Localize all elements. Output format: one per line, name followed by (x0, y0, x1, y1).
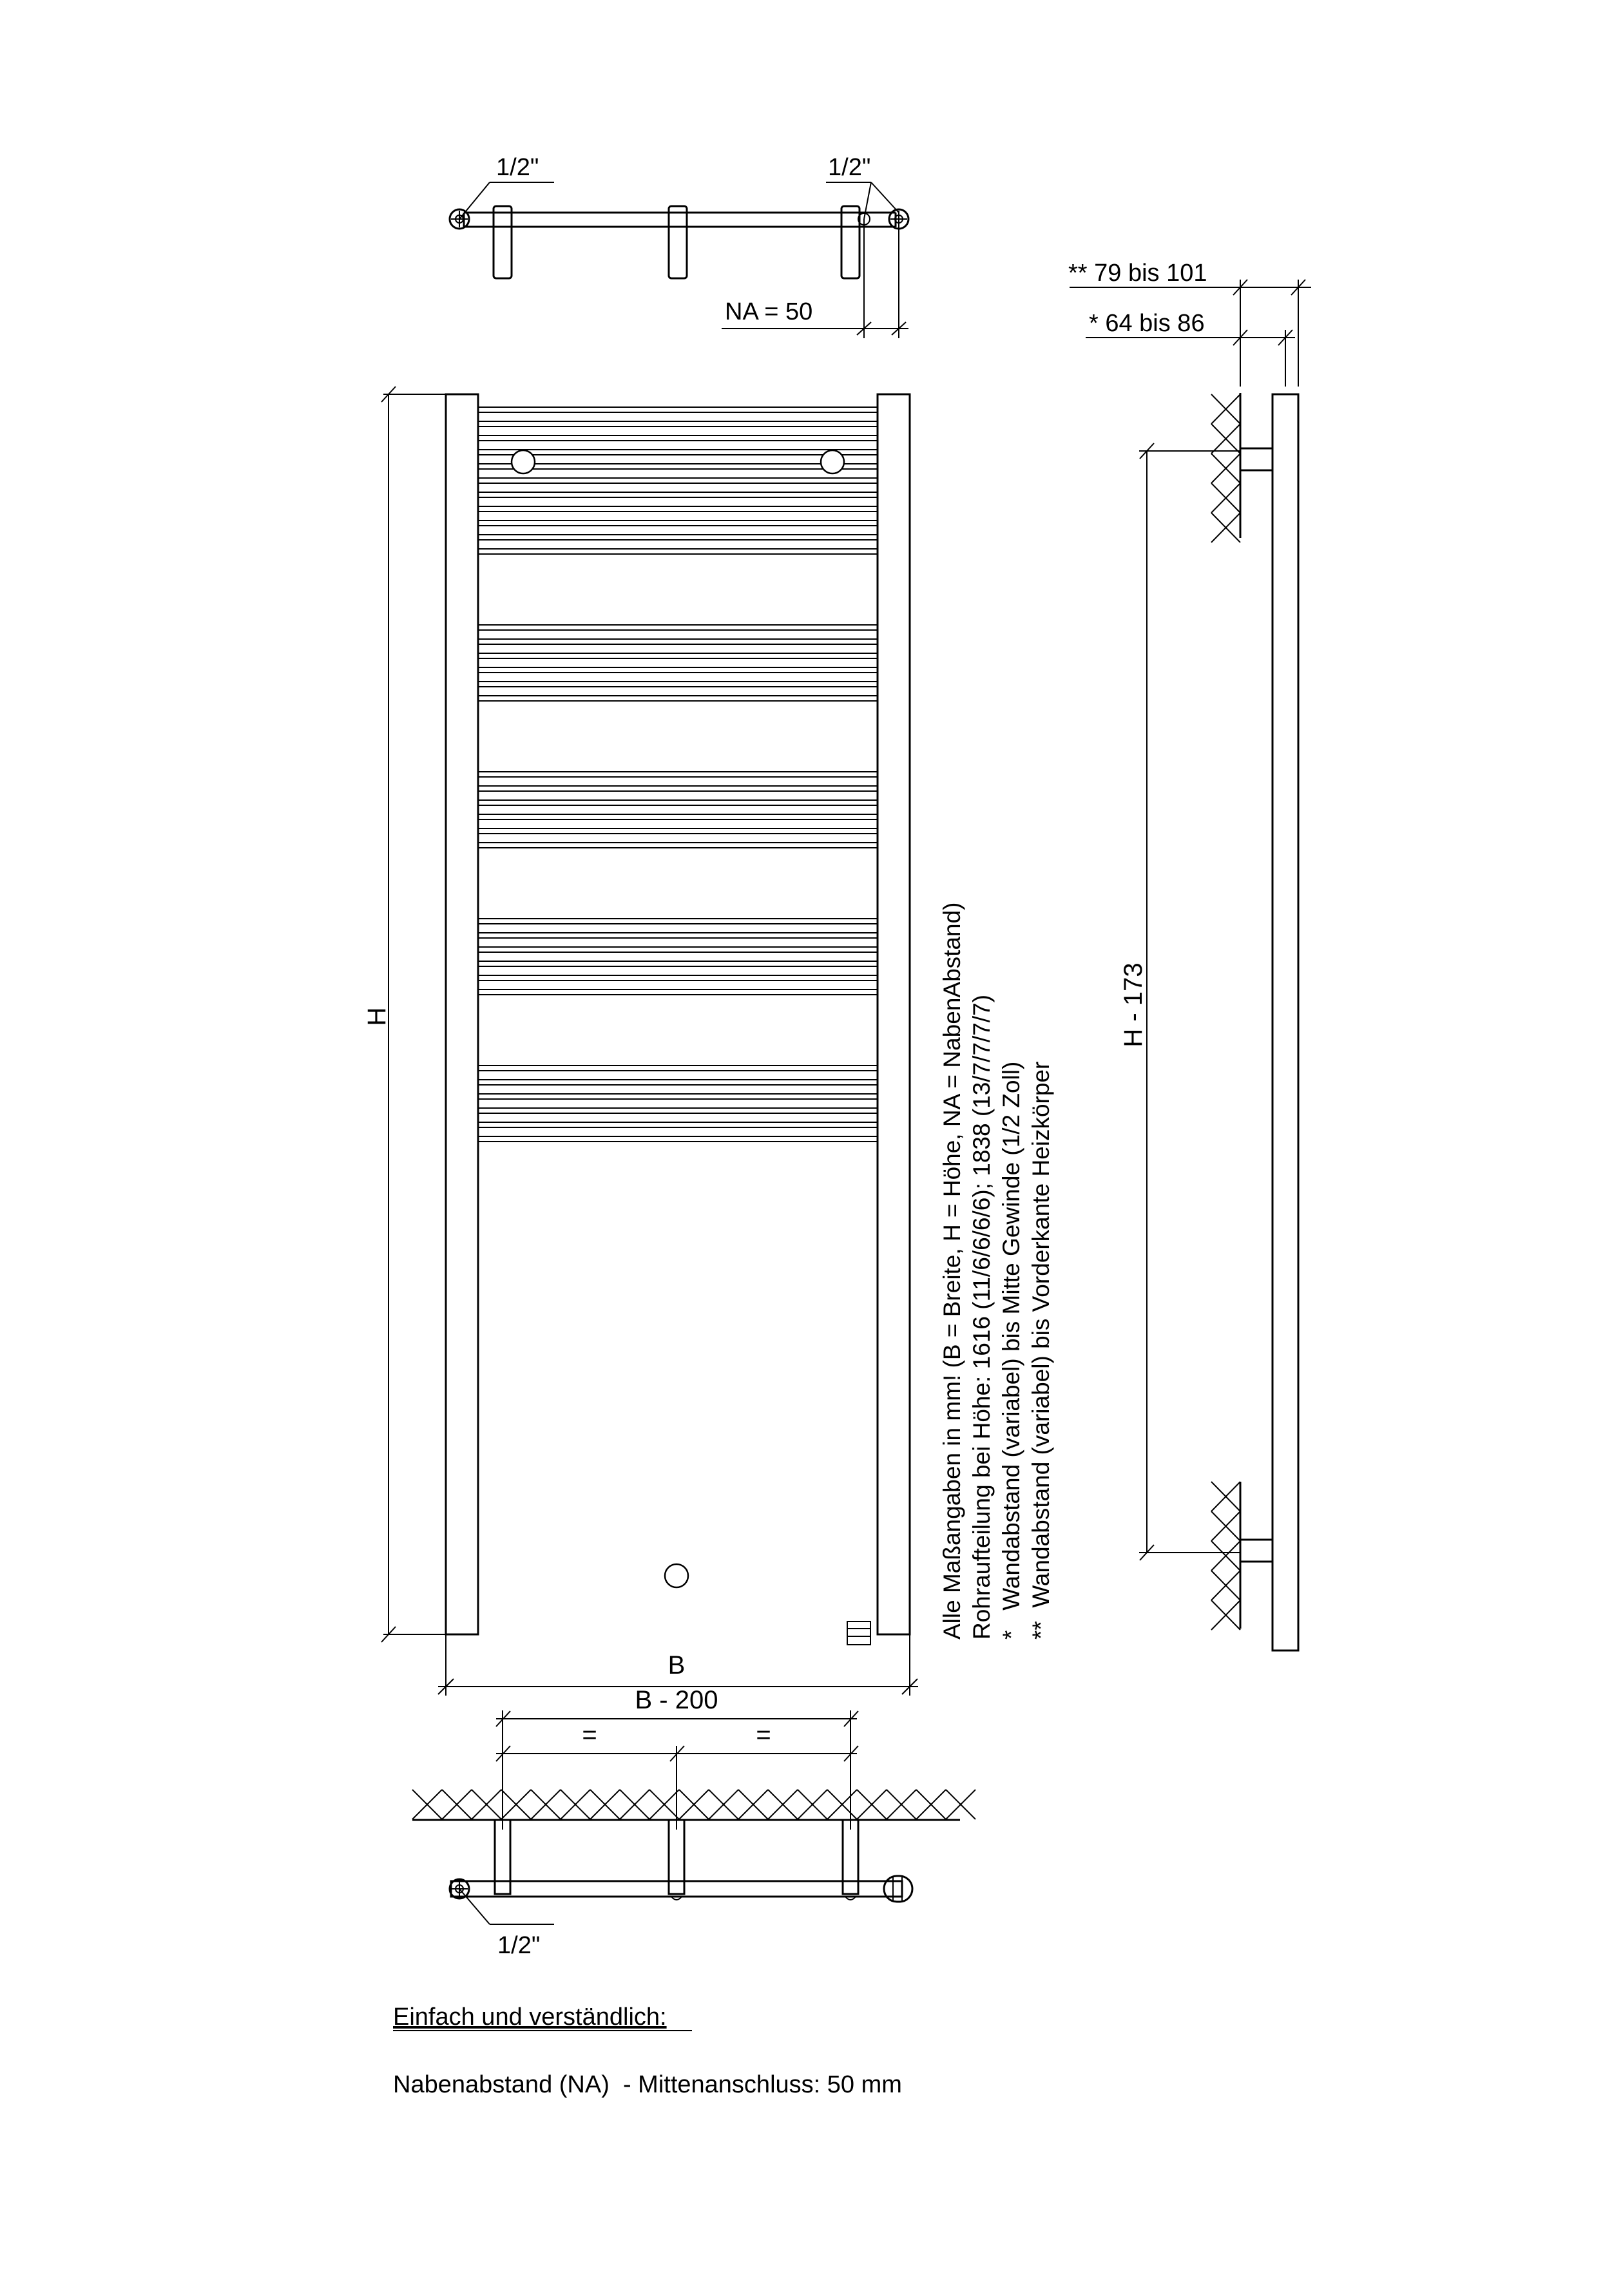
tube (478, 667, 878, 673)
tube (478, 919, 878, 924)
tube (478, 682, 878, 687)
height-label: H (363, 1007, 391, 1026)
bottom-view (412, 1790, 975, 1924)
tube (478, 947, 878, 952)
tube (478, 421, 878, 426)
tube (478, 625, 878, 630)
tube (478, 786, 878, 791)
height-minus-label: H - 173 (1119, 962, 1148, 1048)
tube (478, 492, 878, 497)
tube (478, 990, 878, 995)
note-line-3: * Wandabstand (variabel) bis Mitte Gewinde (1/2 Zoll) (998, 1061, 1024, 1640)
thread-label-top-right: 1/2" (828, 154, 871, 181)
thread-label-top-left: 1/2" (496, 154, 539, 181)
tube (478, 800, 878, 805)
tube (478, 1136, 878, 1142)
drain-plug-icon (847, 1622, 870, 1645)
top-view (450, 182, 908, 338)
footer-heading: Einfach und verständlich: (393, 2004, 667, 2031)
height-dimension (381, 387, 446, 1642)
tube (478, 1108, 878, 1113)
tube (478, 1080, 878, 1085)
tube (478, 535, 878, 540)
tube (478, 814, 878, 819)
width-minus-label: B - 200 (635, 1686, 718, 1714)
thread-label-bottom: 1/2" (497, 1932, 541, 1959)
vent-screw-left-icon (512, 450, 535, 474)
front-view (446, 394, 910, 1645)
tube (478, 1122, 878, 1127)
tube (478, 975, 878, 981)
tube-set (478, 407, 878, 1142)
tube (478, 1094, 878, 1099)
tube (478, 828, 878, 834)
width-label: B (667, 1651, 686, 1679)
vent-screw-right-icon (821, 450, 844, 474)
wall-side-hatching (1211, 394, 1240, 1630)
tube (478, 1066, 878, 1071)
tube (478, 961, 878, 966)
dist-long-label: ** 79 bis 101 (1068, 260, 1207, 287)
note-line-4: ** Wandabstand (variabel) bis Vorderkante Heizkörper (1028, 1061, 1054, 1640)
equal-left-label: = (582, 1721, 597, 1749)
tube (478, 450, 878, 455)
notes (939, 902, 1054, 1640)
tube (478, 639, 878, 644)
footer-line: Nabenabstand (NA) - Mittenanschluss: 50 mm (393, 2071, 902, 2098)
tube (478, 464, 878, 469)
tube (478, 549, 878, 554)
side-view (1070, 280, 1311, 1650)
na-label: NA = 50 (725, 298, 813, 325)
tube (478, 843, 878, 848)
bracket-spacing-dimension (496, 1710, 858, 1830)
tube (478, 696, 878, 701)
note-line-2: Rohraufteilung bei Höhe: 1616 (11/6/6/6/6); 1838 (13/7/7/7/7) (968, 994, 995, 1640)
tube (478, 407, 878, 412)
tube (478, 435, 878, 441)
bottom-connection-icon (665, 1564, 688, 1587)
wall-hatching (412, 1790, 975, 1819)
tube (478, 772, 878, 777)
equal-right-label: = (756, 1721, 771, 1749)
tube (478, 653, 878, 658)
note-line-1: Alle Maßangaben in mm! (B = Breite, H = Höhe, NA = NabenAbstand) (939, 902, 965, 1640)
tube (478, 521, 878, 526)
tube (478, 478, 878, 483)
dist-short-label: * 64 bis 86 (1089, 310, 1205, 337)
tube (478, 506, 878, 512)
tube (478, 933, 878, 938)
